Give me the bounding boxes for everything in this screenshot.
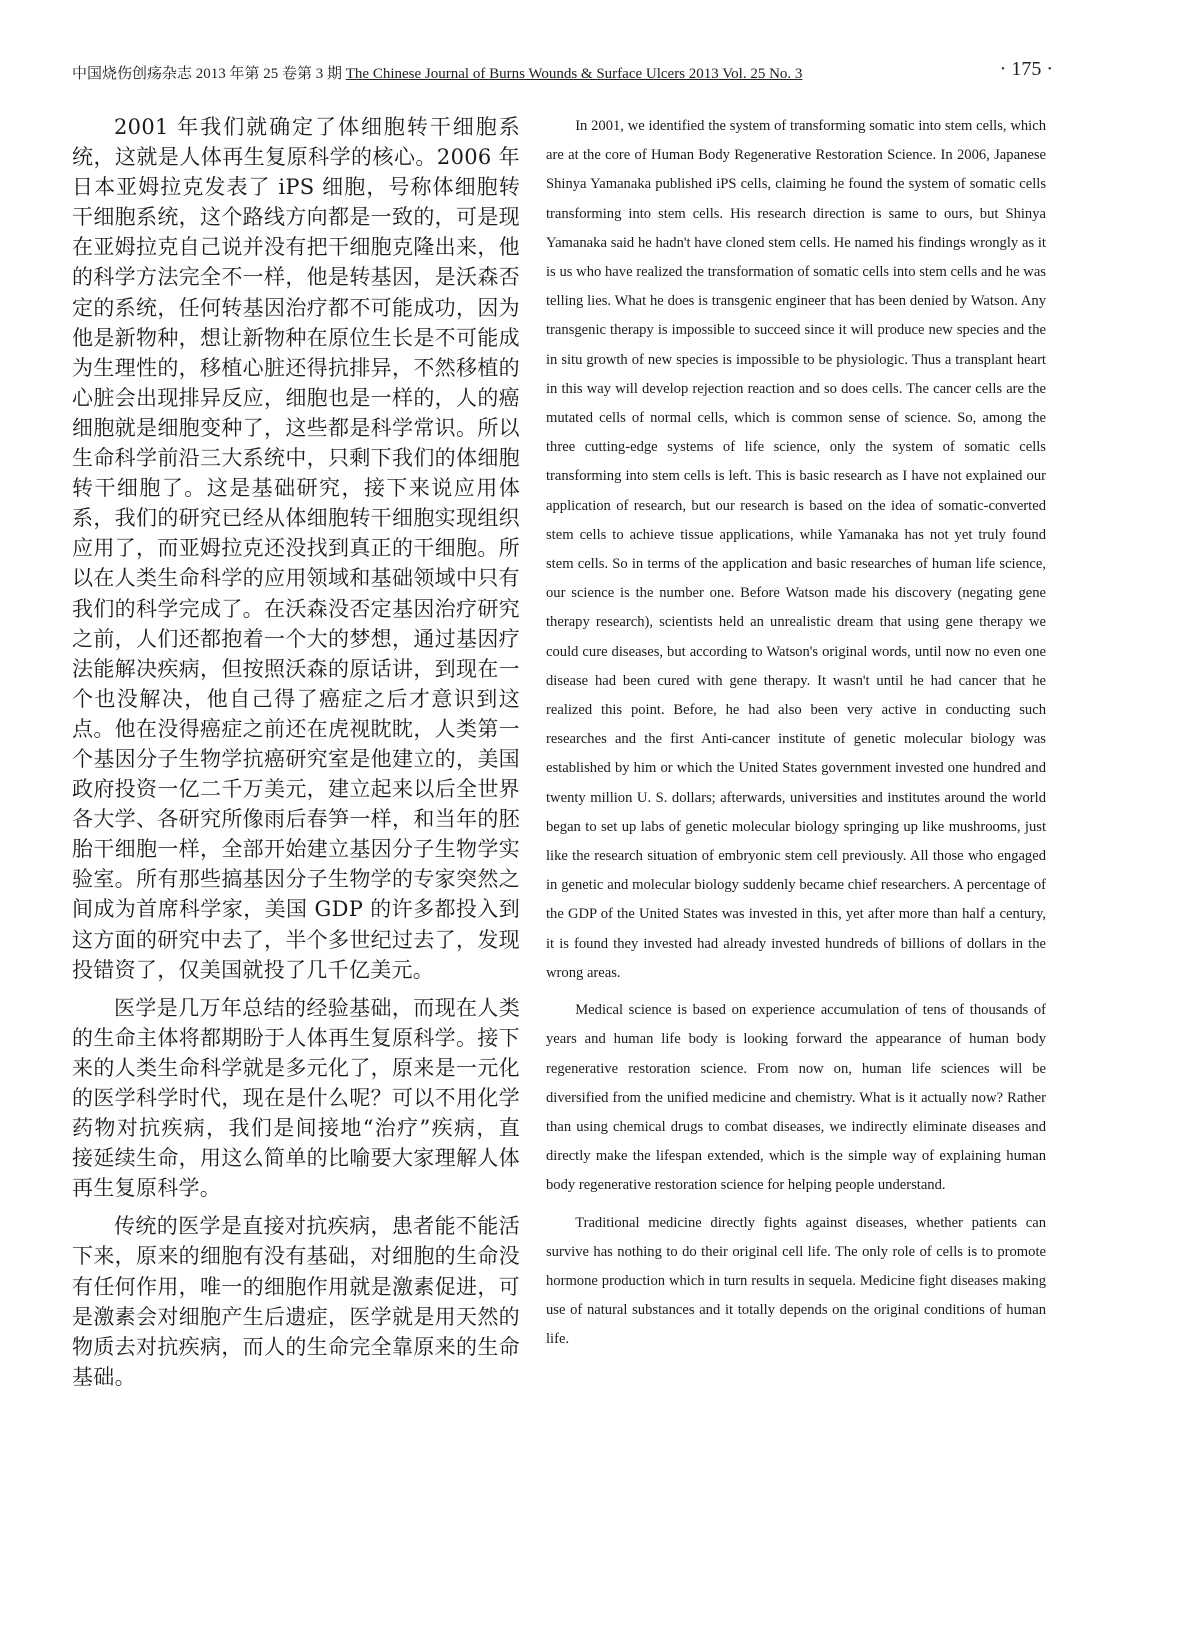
running-header <box>72 62 1072 84</box>
chinese-column <box>72 112 520 1400</box>
english-paragraph: Traditional medicine directly fights against diseases, whether patients can survive has nothing to do their original cell life. The only role of cells is to promote hormone production which in turn results in sequela. Medicine fight diseases making use of natural substances and it totally depends on the original conditions of human life. <box>546 1214 1046 1348</box>
chinese-paragraph: 2001 年我们就确定了体细胞转干细胞系统，这就是人体再生复原科学的核心。2006 年日本亚姆拉克发表了 iPS 细胞，号称体细胞转干细胞系统，这个路线方向都是一致的，可是现在亚姆拉克自己说并没有把干细胞克隆出来，他的科学方法完全不一样，他是转基因，是沃森否定的系统，任何转基因治疗都不可能成功，因为他是新物种，想让新物种在原位生长是不可能成为生理性的，移植心脏还得抗排异，不然移植的心脏会出现排异反应，细胞也是一样的，人的癌细胞就是细胞变种了，这些都是科学常识。所以生命科学前沿三大系统中，只剩下我们的体细胞转干细胞了。这是基础研究，接下来说应用体系，我们的研究已经从体细胞转干细胞实现组织应用了，而亚姆拉克还没找到真正的干细胞。所以在人类生命科学的应用领域和基础领域中只有我们的科学完成了。在沃森没否定基因治疗研究之前，人们还都抱着一个大的梦想，通过基因疗法能解决疾病，但按照沃森的原话讲，到现在一个也没解决，他自己得了癌症之后才意识到这点。他在没得癌症之前还在虎视眈眈，人类第一个基因分子生物学抗癌研究室是他建立的，美国政府投资一亿二千万美元，建立起来以后全世界各大学、各研究所像雨后春笋一样，和当年的胚胎干细胞一样，全部开始建立基因分子生物学实验室。所有那些搞基因分子生物学的专家突然之间成为首席科学家，美国 GDP 的许多都投入到这方面的研究中去了，半个多世纪过去了，发现投错资了，仅美国就投了几千亿美元。 <box>72 115 520 982</box>
english-paragraph: In 2001, we identified the system of transforming somatic into stem cells, which are at the core of Human Body Regenerative Restoration Science. In 2006, Japanese Shinya Yamanaka published iPS cells, claiming he found the system of somatic cells transforming into stem cells. His research direction is same to ours, but Shinya Yamanaka said he hadn't have cloned stem cells. He named his findings wrongly as it is us who have realized the transformation of somatic cells into stem cells and he was telling lies. What he does is transgenic engineer that has been denied by Watson. Any transgenic therapy is impossible to succeed since it will produce new species and the in situ growth of new species is impossible to be physiologic. Thus a transplant heart in this way will develop rejection reaction and so does cells. The cancer cells are the mutated cells of normal cells, which is common sense of science. So, among the three cutting-edge systems of life science, only the system of somatic cells transforming into stem cells is left. This is basic research as I have not explained our application of research, but our research is based on the idea of somatic-converted stem cells to achieve tissue applications, while Yamanaka has not yet truly found stem cells. So in terms of the application and basic researches of human life science, our science is the number one. Before Watson made his discovery (negating gene therapy research), scientists held an unrealistic dream that using gene therapy we could cure diseases, but according to Watson's original words, until now no even one disease had been cured with gene therapy. It wasn't until he had cancer that he realized this point. Before, he had also been very active in conducting such researches and the first Anti-cancer institute of genetic molecular biology was established by him or which the United States government invested one hundred and twenty million U. S. dollars; afterwards, universities and institutes around the world began to set up labs of genetic molecular biology springing up like mushrooms, just like the research situation of embryonic stem cell previously. All those who engaged in genetic and molecular biology suddenly became chief researchers. A percentage of the GDP of the United States was invested in this, yet after more than half a century, it is found they invested had already invested hundreds of billions of dollars in the wrong areas. <box>546 118 1046 981</box>
page-number: · 175 · <box>999 58 1053 80</box>
chinese-paragraph: 医学是几万年总结的经验基础，而现在人类的生命主体将都期盼于人体再生复原科学。接下来的人类生命科学就是多元化了，原来是一元化的医学科学时代，现在是什么呢？可以不用化学药物对抗疾病，我们是间接地“治疗”疾病，直接延续生命，用这么简单的比喻要大家理解人体再生复原科学。 <box>72 995 520 1201</box>
running-title: 中国烧伤创疡杂志 2013 年第 25 卷第 3 期 <box>72 66 346 82</box>
english-column <box>546 112 1046 1363</box>
journal-title-en: The Chinese Journal of Burns Wounds & Surface Ulcers 2013 Vol. 25 No. 3 <box>345 66 803 82</box>
chinese-paragraph: 传统的医学是直接对抗疾病，患者能不能活下来，原来的细胞有没有基础，对细胞的生命没有任何作用，唯一的细胞作用就是激素促进，可是激素会对细胞产生后遗症，医学就是用天然的物质去对抗疾病，而人的生命完全靠原来的生命基础。 <box>72 1214 520 1389</box>
english-paragraph: Medical science is based on experience accumulation of tens of thousands of years and human life body is looking forward the appearance of human body regenerative restoration science. From now on, human life sciences will be diversified from the unified medicine and chemistry. What is it actually now? Rather than using chemical drugs to combat diseases, we indirectly eliminate diseases and directly make the lifespan extended, which is the simple way of explaining human body regenerative restoration science for helping people understand. <box>546 1002 1046 1194</box>
